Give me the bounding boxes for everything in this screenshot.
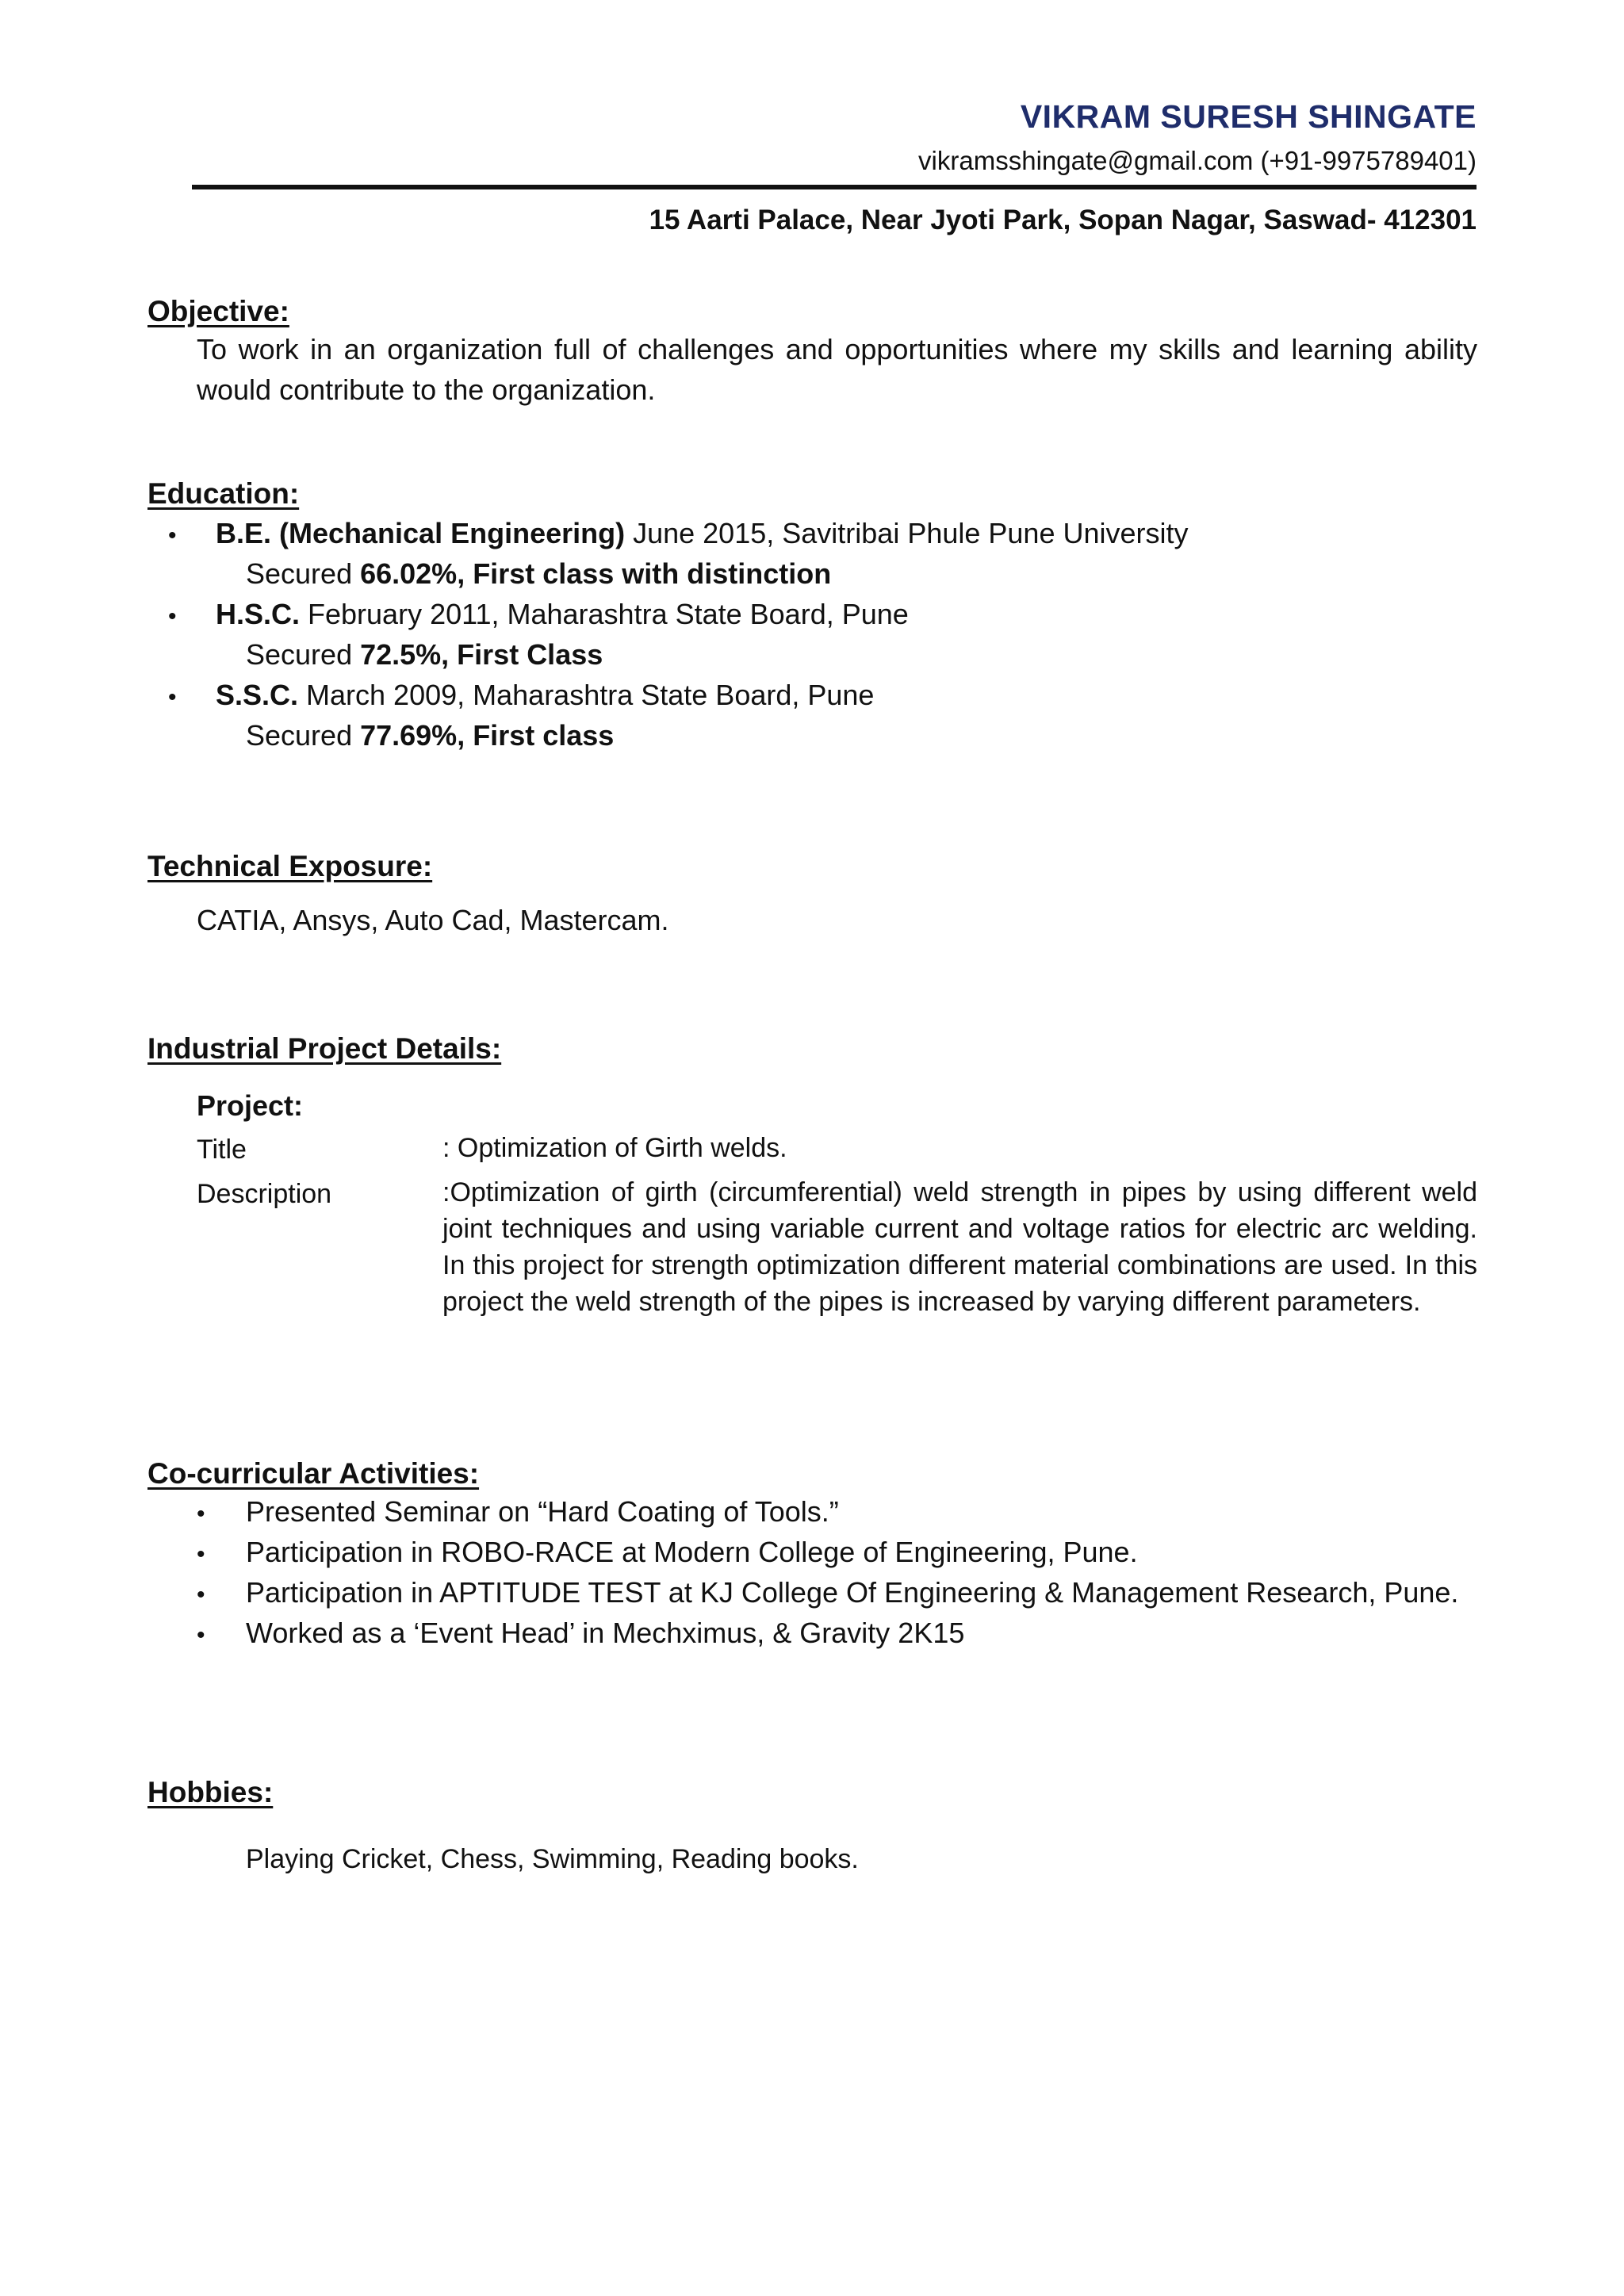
activity-text: Participation in ROBO-RACE at Modern College of Engineering, Pune. xyxy=(246,1536,1138,1568)
activity-text: Participation in APTITUDE TEST at KJ College Of Engineering & Management Research, Pune. xyxy=(246,1576,1459,1609)
bullet-icon: • xyxy=(168,522,177,549)
hobbies-text: Playing Cricket, Chess, Swimming, Reading books. xyxy=(246,1844,859,1874)
address: 15 Aarti Palace, Near Jyoti Park, Sopan Nagar, Saswad- 412301 xyxy=(649,205,1477,235)
project-description-key: Description xyxy=(197,1179,332,1209)
project-title-key: Title xyxy=(197,1135,247,1165)
activity-text: Presented Seminar on “Hard Coating of Tools.” xyxy=(246,1495,839,1528)
technical-skills: CATIA, Ansys, Auto Cad, Mastercam. xyxy=(197,904,669,936)
secured-prefix: Secured xyxy=(246,719,361,752)
activity-item xyxy=(197,1495,839,1529)
activity-item xyxy=(197,1617,964,1650)
secured-value: 77.69%, First class xyxy=(360,719,615,752)
candidate-name: VIKRAM SURESH SHINGATE xyxy=(1020,98,1477,135)
education-result-hsc xyxy=(246,638,603,672)
activities-heading: Co-curricular Activities: xyxy=(147,1457,480,1490)
education-degree: H.S.C. xyxy=(216,598,301,630)
education-degree: B.E. (Mechanical Engineering) xyxy=(216,517,626,549)
education-details: February 2011, Maharashtra State Board, Pune xyxy=(300,598,909,630)
education-degree: S.S.C. xyxy=(216,679,299,711)
project-heading: Industrial Project Details: xyxy=(147,1032,502,1065)
objective-heading: Objective: xyxy=(147,295,289,327)
secured-prefix: Secured xyxy=(246,638,361,671)
project-label: Project: xyxy=(197,1089,304,1122)
project-description-value: :Optimization of girth (circumferential) weld strength in pipes by using different weld joint techniques and using variable current and voltage ratios for electric arc welding. In this project for strength optimization different material combinations are used. In this project the weld strength of the pipes is increased by varying different parameters. xyxy=(442,1177,1477,1317)
education-item-ssc xyxy=(168,679,874,712)
education-result-ssc xyxy=(246,719,614,752)
education-details: March 2009, Maharashtra State Board, Pune xyxy=(298,679,875,711)
activity-text: Worked as a ‘Event Head’ in Mechximus, & Gravity 2K15 xyxy=(246,1617,965,1649)
education-item-hsc xyxy=(168,598,909,631)
objective-text: To work in an organization full of challenges and opportunities where my skills and learning ability would contribute to the organization. xyxy=(197,333,1477,406)
bullet-icon: • xyxy=(197,1501,205,1527)
bullet-icon: • xyxy=(168,603,177,629)
hobbies-heading: Hobbies: xyxy=(147,1776,274,1808)
education-details: June 2015, Savitribai Phule Pune University xyxy=(625,517,1189,549)
header-divider xyxy=(192,185,1477,189)
secured-prefix: Secured xyxy=(246,557,361,590)
bullet-icon: • xyxy=(197,1541,205,1567)
bullet-icon: • xyxy=(168,684,177,710)
contact-info: vikramsshingate@gmail.com (+91-9975789401) xyxy=(918,146,1477,175)
project-title-value: : Optimization of Girth welds. xyxy=(442,1133,787,1163)
education-result-be xyxy=(246,557,831,591)
education-item-be xyxy=(168,517,1189,550)
bullet-icon: • xyxy=(197,1622,205,1648)
education-heading: Education: xyxy=(147,477,300,510)
bullet-icon: • xyxy=(197,1582,205,1608)
technical-heading: Technical Exposure: xyxy=(147,850,433,882)
activity-item xyxy=(197,1576,1458,1609)
secured-value: 72.5%, First Class xyxy=(360,638,603,671)
secured-value: 66.02%, First class with distinction xyxy=(360,557,832,590)
activity-item xyxy=(197,1536,1138,1569)
